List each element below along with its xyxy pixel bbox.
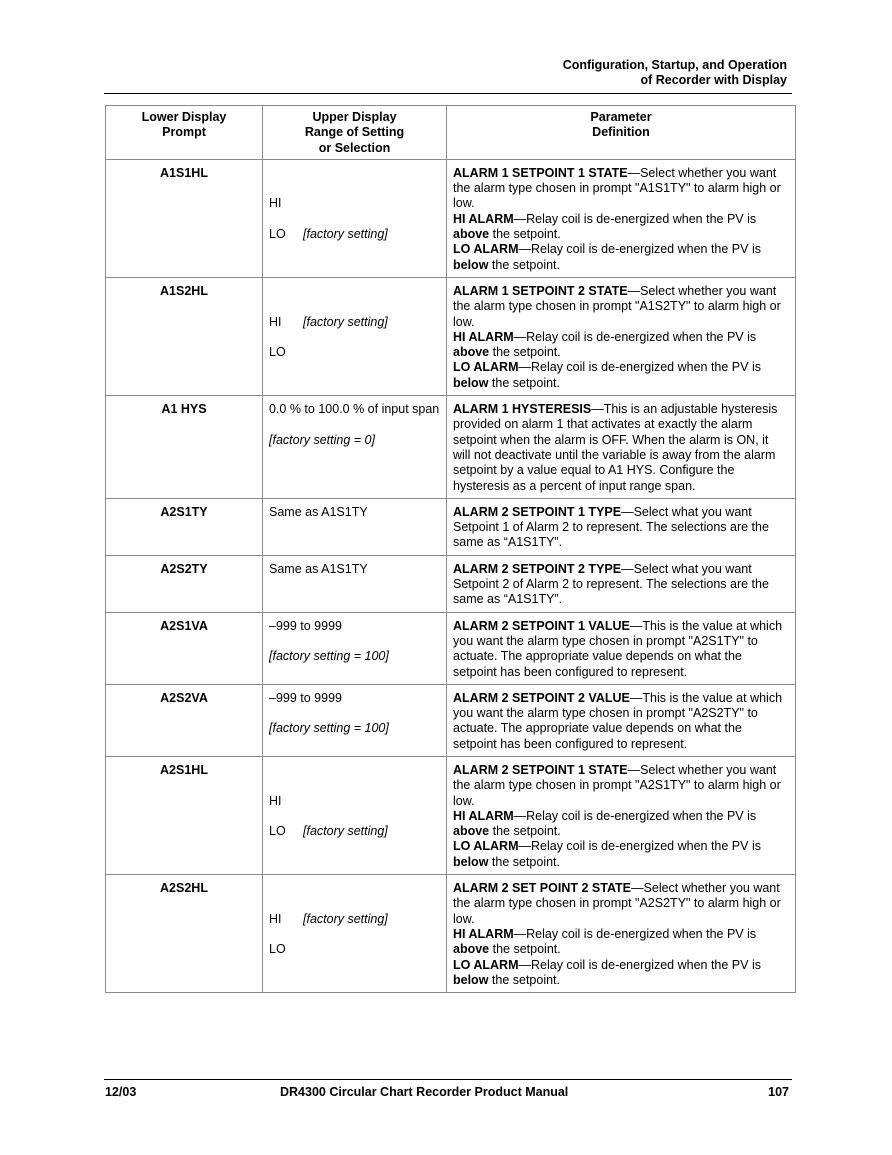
definition-cell: ALARM 2 SETPOINT 1 TYPE—Select what you want Setpoint 1 of Alarm 2 to represent. The selections are the same as “A1S1TY”. <box>447 498 796 555</box>
range-cell <box>263 396 447 499</box>
table-row <box>106 612 796 684</box>
range-text: 0.0 % to 100.0 % of input span <box>269 402 440 417</box>
option-lo: LO <box>269 227 286 242</box>
factory-setting: [factory setting = 100] <box>269 649 389 664</box>
table-row <box>106 277 796 395</box>
definition-cell: ALARM 1 SETPOINT 1 STATE—Select whether you want the alarm type chosen in prompt "A1S1TY" to alarm high or low. HI ALARM—Relay coil is de-energized when the PV is above the setpoint. LO ALARM—Relay coil is de-energized when the PV is below the setpoint. <box>447 159 796 277</box>
table-row <box>106 159 796 277</box>
factory-setting: [factory setting] <box>303 824 388 839</box>
option-hi: HI <box>269 314 282 329</box>
range-cell <box>263 684 447 756</box>
column-header-definition: Parameter Definition <box>447 106 796 160</box>
prompt-cell: A2S1TY <box>106 498 263 555</box>
table-header-row <box>106 106 796 160</box>
footer-date: 12/03 <box>105 1085 137 1099</box>
page-header <box>563 58 787 88</box>
table-row <box>106 498 796 555</box>
prompt-cell: A2S1VA <box>106 612 263 684</box>
range-cell <box>263 612 447 684</box>
factory-setting: [factory setting = 0] <box>269 432 375 447</box>
range-text: –999 to 9999 <box>269 690 342 705</box>
prompt-cell: A2S2TY <box>106 555 263 612</box>
prompt-cell: A1 HYS <box>106 396 263 499</box>
definition-cell: ALARM 2 SETPOINT 1 VALUE—This is the value at which you want the alarm type chosen in prompt "A2S1TY" to actuate. The appropriate value depends on what the setpoint has been configured to represent. <box>447 612 796 684</box>
page-number: 107 <box>768 1085 789 1099</box>
factory-setting: [factory setting] <box>303 314 388 329</box>
range-cell <box>263 277 447 395</box>
range-cell: Same as A1S1TY <box>263 555 447 612</box>
option-hi: HI <box>269 911 282 926</box>
definition-cell: ALARM 2 SETPOINT 2 VALUE—This is the value at which you want the alarm type chosen in prompt "A2S2TY" to actuate. The appropriate value depends on what the setpoint has been configured to represent. <box>447 684 796 756</box>
column-header-prompt: Lower Display Prompt <box>106 106 263 160</box>
definition-cell: ALARM 2 SETPOINT 1 STATE—Select whether you want the alarm type chosen in prompt "A2S1TY" to alarm high or low. HI ALARM—Relay coil is de-energized when the PV is above the setpoint. LO ALARM—Relay coil is de-energized when the PV is below the setpoint. <box>447 756 796 874</box>
option-hi: HI <box>269 196 282 211</box>
option-hi: HI <box>269 793 282 808</box>
prompt-cell: A2S1HL <box>106 756 263 874</box>
factory-setting: [factory setting] <box>303 911 388 926</box>
definition-cell: ALARM 2 SET POINT 2 STATE—Select whether you want the alarm type chosen in prompt "A2S2TY" to alarm high or low. HI ALARM—Relay coil is de-energized when the PV is above the setpoint. LO ALARM—Relay coil is de-energized when the PV is below the setpoint. <box>447 875 796 993</box>
table-row <box>106 396 796 499</box>
footer-rule <box>104 1079 792 1080</box>
table-row <box>106 756 796 874</box>
prompt-cell: A2S2VA <box>106 684 263 756</box>
header-rule <box>104 93 792 94</box>
prompt-cell: A2S2HL <box>106 875 263 993</box>
factory-setting: [factory setting = 100] <box>269 721 389 736</box>
factory-setting: [factory setting] <box>303 227 388 242</box>
table-row <box>106 555 796 612</box>
range-text: –999 to 9999 <box>269 618 342 633</box>
definition-cell: ALARM 1 SETPOINT 2 STATE—Select whether you want the alarm type chosen in prompt "A1S2TY" to alarm high or low. HI ALARM—Relay coil is de-energized when the PV is above the setpoint. LO ALARM—Relay coil is de-energized when the PV is below the setpoint. <box>447 277 796 395</box>
table-row <box>106 684 796 756</box>
parameter-table <box>105 105 796 993</box>
range-cell <box>263 159 447 277</box>
definition-cell: ALARM 1 HYSTERESIS—This is an adjustable hysteresis provided on alarm 1 that activates at exactly the alarm setpoint when the alarm is OFF. When the alarm is ON, it will not deactivate until the variable is away from the alarm setpoint by a value equal to A1 HYS. Configure the hysteresis as a percent of input range span. <box>447 396 796 499</box>
option-lo: LO <box>269 942 286 957</box>
footer-title: DR4300 Circular Chart Recorder Product Manual <box>280 1085 569 1099</box>
range-cell: Same as A1S1TY <box>263 498 447 555</box>
header-line-1: Configuration, Startup, and Operation <box>562 58 787 72</box>
prompt-cell: A1S1HL <box>106 159 263 277</box>
range-cell <box>263 875 447 993</box>
option-lo: LO <box>269 345 286 360</box>
column-header-range: Upper Display Range of Setting or Selection <box>263 106 447 160</box>
definition-cell: ALARM 2 SETPOINT 2 TYPE—Select what you want Setpoint 2 of Alarm 2 to represent. The selections are the same as “A1S1TY”. <box>447 555 796 612</box>
prompt-cell: A1S2HL <box>106 277 263 395</box>
header-line-2: of Recorder with Display <box>640 73 787 87</box>
table-row <box>106 875 796 993</box>
option-lo: LO <box>269 824 286 839</box>
range-cell <box>263 756 447 874</box>
